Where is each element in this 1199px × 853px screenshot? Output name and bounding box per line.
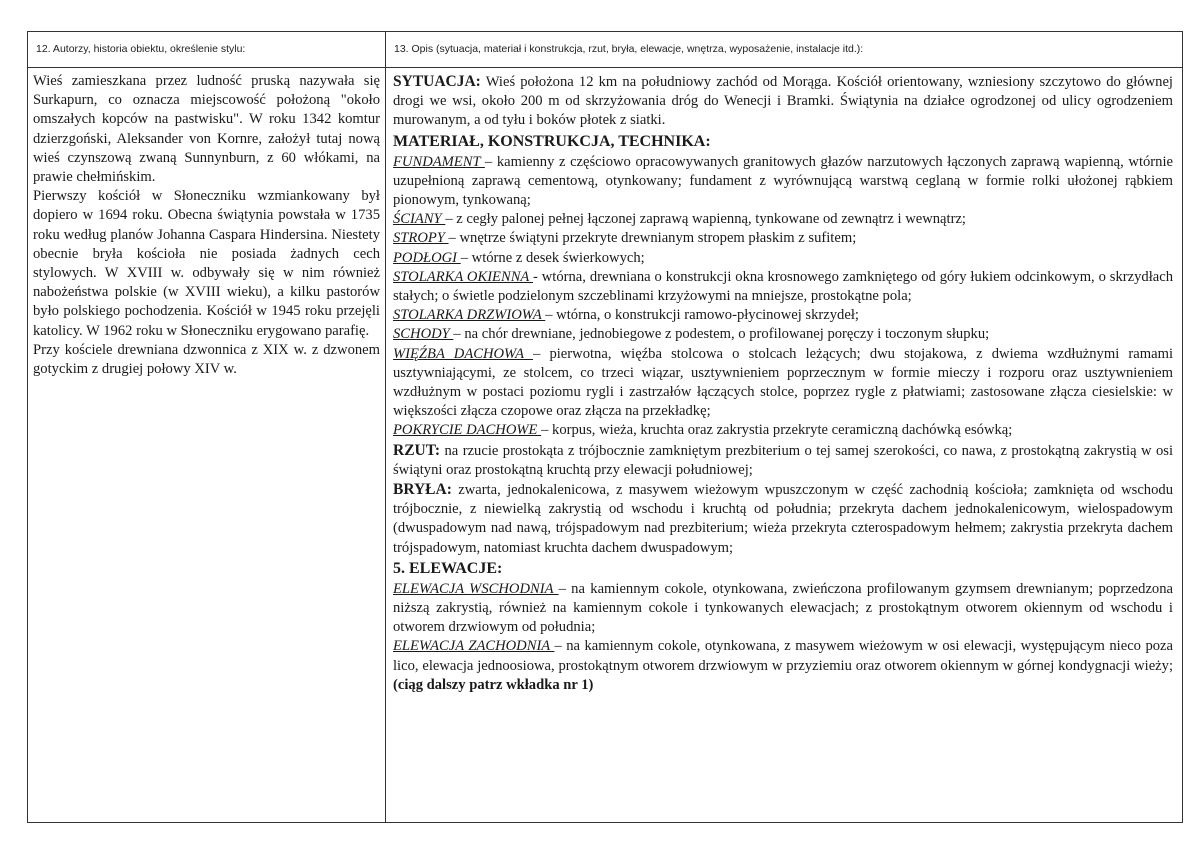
rzut-label: RZUT: [393,441,441,459]
elewacja-wschodnia-text: – na kamiennym cokole, otynkowana, zwieńczona profilowanym gzymsem drewnianym; poprzedzona niższą zakrystią, również na kamiennym cokole i tynkowanych elewacjach; z prostokątnym otworem okiennym od wschodu i otworem drzwiowym od południa; [393,580,1173,636]
wiezba-label: WIĘŹBA DACHOWA [393,345,533,362]
section-12-header: 12. Autorzy, historia obiektu, określenie stylu: [36,43,246,55]
fundament-label: FUNDAMENT [393,153,485,170]
form-header-row [28,32,1182,68]
elewacja-zachodnia-text: – na kamiennym cokole, otynkowana, z masywem wieżowym w osi elewacji, występującym nieco poza lico, elewacja jednoosiowa, prostokątnym otworem drzwiowym w przyziemiu oraz otworem okiennym w górnej kondygnacji wieży; [393,638,1173,674]
schody-text: – na chór drewniane, jednobiegowe z podestem, o profilowanej poręczy i toczonym słupku; [453,326,990,343]
situation-label: SYTUACJA: [393,73,481,90]
stolarka-drzwiowa-text: – wtórna, o konstrukcji ramowo-płycinowej skrzydeł; [545,307,859,324]
elewacja-wschodnia-item [393,580,1173,638]
elewacja-zachodnia-item [393,637,1173,695]
sciany-item [393,210,1173,229]
history-paragraph-3: Przy kościele drewniana dzwonnica z XIX w. z dzwonem gotyckim z drugiej połowy XIV w. [33,341,380,378]
wiezba-text: – pierwotna, więźba stolcowa o stolcach leżących; dwu stojakowa, z dwiema wzdłużnymi ramami usztywniającymi, ze stolcem, co trzeci wiązar, usztywnieniem poprzecznym w formie mieczy i rozporu oraz usztywnieniem wzdłużnym w postaci poziomu rygli i zastrzałów łączących stolce, poprzez rygle z płatwiami; zastosowane złącza ciesielskie: w większości złącza czopowe oraz złącza na przekładkę; [393,345,1173,420]
schody-item [393,325,1173,344]
pokrycie-text: – korpus, wieża, kruchta oraz zakrystia przekryte ceramiczną dachówką esówką; [541,422,1013,439]
description-column [393,72,1173,695]
rzut-text: na rzucie prostokąta z trójbocznie zamkniętym prezbiterium o tej samej szerokości, co nawa, z prostokątną zakrystią w osi świątyni oraz prostokątną kruchtą przy elewacji południowej; [393,442,1173,478]
history-column [33,72,380,379]
rzut-paragraph [393,441,1173,480]
elewacja-zachodnia-label: ELEWACJA ZACHODNIA [393,638,555,655]
form-sheet [27,31,1183,823]
sciany-text: – z cegły palonej pełnej łączonej zaprawą wapienną, tynkowane od zewnątrz i wewnątrz; [445,211,966,228]
stolarka-okienna-text: - wtórna, drewniana o konstrukcji okna krosnowego zamkniętego od góry łukiem odcinkowym, o skrzydłach stałych; o świetle podzielonym szczeblinami krzyżowymi na mniejsze, prostokątne pola; [393,268,1174,305]
stolarka-drzwiowa-item [393,306,1173,325]
pokrycie-item [393,421,1173,440]
fundament-text: – kamienny z częściowo opracowywanych granitowych głazów narzutowych łączonych zaprawą wapienną, wtórnie uzupełnioną zaprawą cementową, otynkowany; fundament z wyrównującą warstwą ceglaną w formie rolki ułożonej rąbkiem pionowym, tynkowaną; [393,153,1173,209]
stolarka-drzwiowa-label: STOLARKA DRZWIOWA [393,307,546,324]
sciany-label: ŚCIANY [393,211,446,228]
column-divider [385,32,386,822]
stropy-text: – wnętrze świątyni przekryte drewnianym stropem płaskim z sufitem; [448,230,857,247]
schody-label: SCHODY [393,326,454,343]
continuation-note: (ciąg dalszy patrz wkładka nr 1) [393,676,594,693]
bryla-text: zwarta, jednokalenicowa, z masywem wieżowym wpuszczonym w część zachodnią kościoła; zamknięta od wschodu trójbocznie, z niewielką zakrystią od wschodu i kruchtą od południa; przekryta dachem jednokalenicowym, wielospadowym (dwuspadowym nad nawą, trójspadowym nad prezbiterium; wieża przekryta czterospadowym hełmem; zakrystia przekryta dachem trójspadowym, natomiast kruchta dachem dwuspadowym; [393,482,1173,556]
history-paragraph-2: Pierwszy kościół w Słoneczniku wzmiankowany był dopiero w 1694 roku. Obecna świątynia powstała w 1735 roku według planów Johanna Caspara Hindersina. Niestety obecnie bryła kościoła nie posiada żadnych cech stylowych. W XVIII w. odbywały się w nim również nabożeństwa polskie (w XVIII wieku), a kilku pastorów było polskiego pochodzenia. Kościół w 1945 roku przejęli katolicy. W 1962 roku w Słoneczniku erygowano parafię. [33,188,380,339]
podlogi-item [393,249,1173,268]
stropy-label: STROPY [393,230,449,247]
situation-text: Wieś położona 12 km na południowy zachód od Morąga. Kościół orientowany, wzniesiony szczytowo do głównej drogi we wsi, około 200 m od skrzyżowania dróg do Wenecji i Bramki. Świątynia na działce ogrodzonej od ulicy ogrodzeniem murowanym, a od tyłu i boków płotek z siatki. [393,74,1173,129]
stolarka-okienna-label: STOLARKA OKIENNA [393,268,533,285]
bryla-label: BRYŁA: [393,481,452,499]
stropy-item [393,229,1173,248]
section-13-header: 13. Opis (sytuacja, materiał i konstrukcja, rzut, bryła, elewacje, wnętrza, wyposażenie, instalacje itd.): [394,43,864,55]
material-heading: MATERIAŁ, KONSTRUKCJA, TECHNIKA: [393,132,711,150]
pokrycie-label: POKRYCIE DACHOWE [393,422,542,439]
podlogi-label: PODŁOGI [393,249,461,266]
history-paragraph-1: Wieś zamieszkana przez ludność pruską nazywała się Surkapurn, co oznacza miejscowość położoną "około omszałych kopców na pastwisku". W roku 1342 komtur dzierzgoński, Aleksander von Kornre, założył tutaj nową wieś czynszową zwaną Sunnynburn, z 60 włókami, na prawie chełmińskim. [33,73,380,186]
elewacja-wschodnia-label: ELEWACJA WSCHODNIA [393,580,559,597]
stolarka-okienna-item [393,268,1173,306]
fundament-item [393,153,1173,211]
podlogi-text: – wtórne z desek świerkowych; [460,249,645,266]
wiezba-item [393,345,1173,422]
situation-paragraph [393,72,1173,131]
bryla-paragraph [393,480,1173,558]
elewacje-heading: 5. ELEWACJE: [393,559,503,577]
